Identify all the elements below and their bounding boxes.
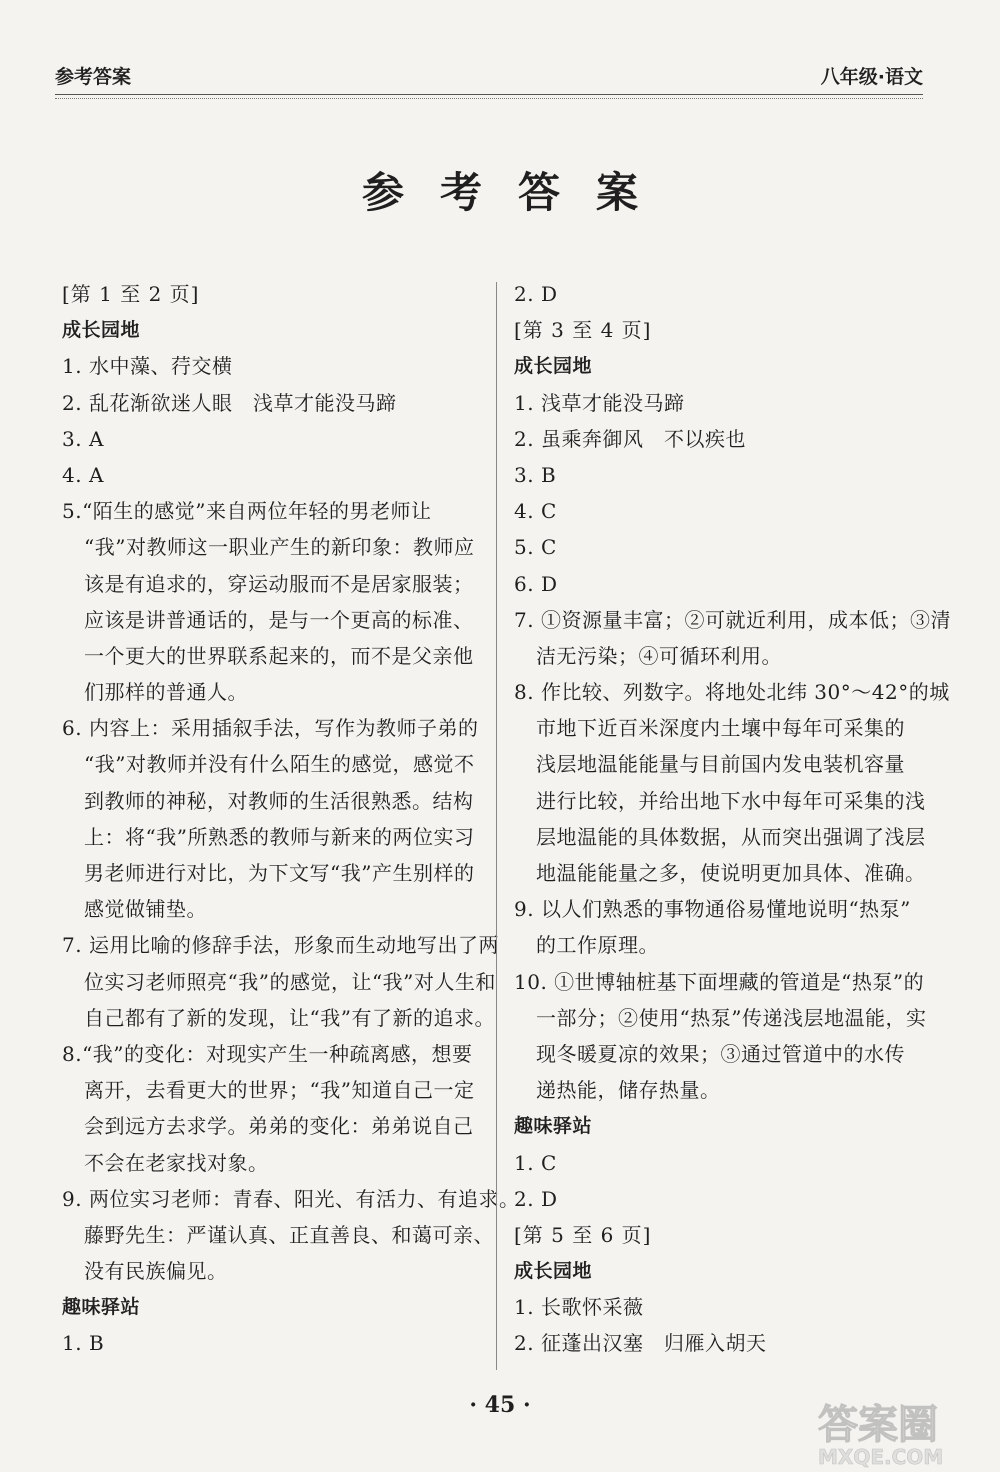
page-number: · 45 ·: [469, 1392, 531, 1418]
answer-line: 该是有追求的，穿运动服而不是居家服装；: [84, 571, 474, 596]
answer-line: 6. D: [514, 571, 558, 596]
answer-line: 没有民族偏见。: [84, 1259, 228, 1284]
answer-line: 10. ①世博轴桩基下面埋藏的管道是“热泵”的: [514, 969, 925, 994]
answer-line: 不会在老家找对象。: [84, 1150, 269, 1175]
section-heading: 趣味驿站: [514, 1115, 593, 1138]
answer-line: 2. D: [514, 1186, 558, 1211]
answer-line: 5. C: [514, 535, 557, 560]
answer-line: 7. 运用比喻的修辞手法，形象而生动地写出了两: [62, 933, 499, 958]
answer-line: 1. 浅草才能没马蹄: [514, 390, 685, 415]
answer-line: 2. 征蓬出汉塞 归雁入胡天: [514, 1331, 767, 1356]
watermark-logo: [818, 1404, 988, 1468]
answer-line: 藤野先生：严谨认真、正直善良、和蔼可亲、: [84, 1222, 494, 1247]
answer-line: 1. C: [514, 1150, 557, 1175]
page-range-label: [第 1 至 2 页]: [62, 282, 200, 306]
answer-line: 递热能，储存热量。: [536, 1078, 721, 1103]
answer-line: 应该是讲普通话的，是与一个更高的标准、: [84, 607, 474, 632]
watermark-text: 答案圈: [818, 1402, 938, 1448]
answer-line: 感觉做铺垫。: [84, 897, 207, 922]
answer-line: 1. B: [62, 1331, 105, 1356]
answer-line: 2. D: [514, 282, 558, 306]
answer-line: “我”对教师并没有什么陌生的感觉，感觉不: [84, 752, 475, 777]
answer-line: 会到远方去求学。弟弟的变化：弟弟说自己: [84, 1114, 474, 1139]
page-title: 参考答案: [361, 168, 674, 217]
answer-line: 的工作原理。: [536, 933, 659, 958]
answer-line: 2. 乱花渐欲迷人眼 浅草才能没马蹄: [62, 390, 397, 415]
answer-line: 浅层地温能能量与目前国内发电装机容量: [536, 752, 905, 777]
answer-line: 2. 虽乘奔御风 不以疾也: [514, 426, 746, 451]
right-column: [514, 276, 951, 1362]
answer-line: 自己都有了新的发现，让“我”有了新的追求。: [84, 1005, 495, 1030]
page-range-label: [第 5 至 6 页]: [514, 1222, 652, 1247]
section-heading: 成长园地: [514, 355, 593, 378]
answer-line: 位实习老师照亮“我”的感觉，让“我”对人生和: [84, 969, 496, 994]
answer-line: 层地温能的具体数据，从而突出强调了浅层: [536, 824, 926, 849]
answer-line: 地温能能量之多，使说明更加具体、准确。: [536, 861, 926, 885]
answer-line: 进行比较，并给出地下水中每年可采集的浅: [536, 788, 926, 813]
answer-line: 7. ①资源量丰富；②可就近利用，成本低；③清: [514, 607, 951, 632]
section-heading: 成长园地: [62, 319, 141, 342]
answer-line: 8.“我”的变化：对现实产生一种疏离感，想要: [62, 1041, 473, 1066]
section-heading: 成长园地: [514, 1260, 593, 1283]
answer-line: 3. B: [514, 462, 557, 487]
answer-line: 洁无污染；④可循环利用。: [536, 643, 782, 668]
answer-line: 1. 长歌怀采薇: [514, 1295, 644, 1320]
answer-line: 9. 两位实习老师：青春、阳光、有活力、有追求。: [62, 1186, 520, 1211]
section-heading: 趣味驿站: [62, 1296, 141, 1319]
answer-line: 9. 以人们熟悉的事物通俗易懂地说明“热泵”: [514, 897, 911, 922]
header-right-subject: 八年级·语文: [820, 66, 923, 88]
answer-line: 男老师进行对比，为下文写“我”产生别样的: [84, 861, 475, 885]
page-range-label: [第 3 至 4 页]: [514, 318, 652, 343]
answer-line: 一部分；②使用“热泵”传递浅层地温能，实: [536, 1005, 927, 1030]
answer-line: 市地下近百米深度内土壤中每年可采集的: [536, 716, 905, 741]
answer-line: 4. A: [62, 462, 104, 487]
answer-line: 1. 水中藻、荇交横: [62, 354, 233, 379]
page-header: [55, 56, 923, 95]
watermark-url: MXQE.COM: [818, 1445, 944, 1469]
answer-line: 上：将“我”所熟悉的教师与新来的两位实习: [84, 824, 475, 849]
answer-line: 8. 作比较、列数字。将地处北纬 30°～42°的城: [514, 680, 950, 705]
column-divider: [496, 282, 497, 1370]
answer-line: 现冬暖夏凉的效果；③通过管道中的水传: [536, 1041, 905, 1066]
answer-line: 6. 内容上：采用插叙手法，写作为教师子弟的: [62, 716, 479, 741]
left-column: [62, 276, 520, 1362]
answer-line: 5.“陌生的感觉”来自两位年轻的男老师让: [62, 499, 432, 524]
answer-line: 们那样的普通人。: [84, 680, 248, 705]
answer-line: 一个更大的世界联系起来的，而不是父亲他: [84, 643, 474, 668]
answer-line: 4. C: [514, 499, 557, 524]
answer-line: 离开，去看更大的世界；“我”知道自己一定: [84, 1078, 475, 1103]
answer-line: 到教师的神秘，对教师的生活很熟悉。结构: [84, 788, 474, 813]
answer-line: 3. A: [62, 426, 104, 451]
header-left-title: 参考答案: [55, 66, 132, 88]
answer-line: “我”对教师这一职业产生的新印象：教师应: [84, 535, 475, 560]
